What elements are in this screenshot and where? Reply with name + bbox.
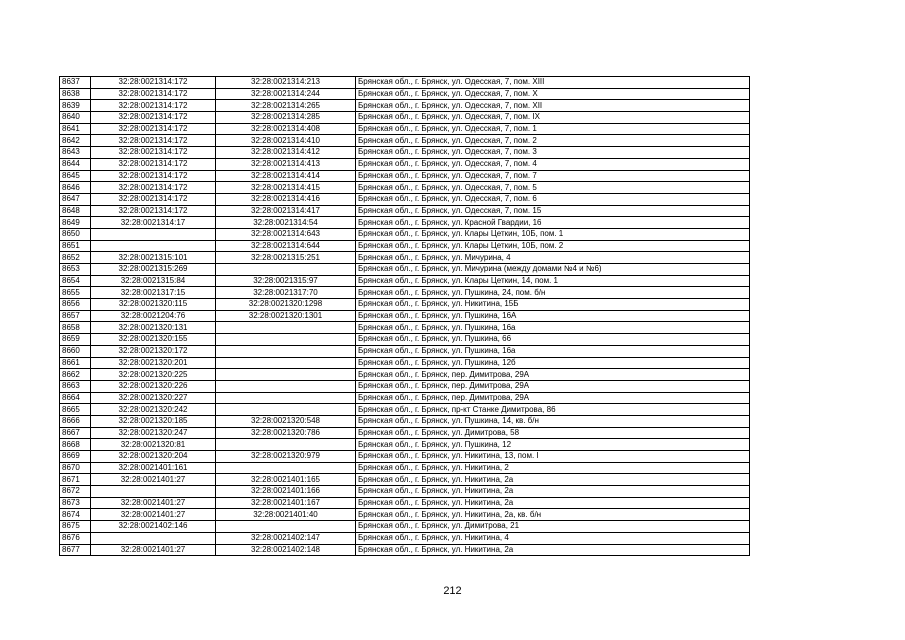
address-cell: Брянская обл., г. Брянск, ул. Никитина, 2а (356, 474, 750, 486)
address-cell: Брянская обл., г. Брянск, пр-кт Станке Димитрова, 86 (356, 404, 750, 416)
cadastral-number-2-cell: 32:28:0021314:54 (216, 217, 356, 229)
cadastral-number-2-cell: 32:28:0021314:414 (216, 170, 356, 182)
table-row (60, 228, 750, 240)
row-number-cell: 8674 (60, 509, 91, 521)
cadastral-number-2-cell (216, 462, 356, 474)
row-number-cell: 8646 (60, 182, 91, 194)
table-row (60, 88, 750, 100)
cadastral-number-cell: 32:28:0021315:269 (91, 264, 216, 276)
cadastral-number-2-cell: 32:28:0021402:147 (216, 532, 356, 544)
row-number-cell: 8662 (60, 369, 91, 381)
cadastral-number-2-cell: 32:28:0021401:166 (216, 486, 356, 498)
address-cell: Брянская обл., г. Брянск, ул. Мичурина, 4 (356, 252, 750, 264)
address-cell: Брянская обл., г. Брянск, ул. Пушкина, 12б (356, 357, 750, 369)
address-cell: Брянская обл., г. Брянск, ул. Одесская, 7, пом. 1 (356, 123, 750, 135)
row-number-cell: 8677 (60, 544, 91, 556)
row-number-cell: 8669 (60, 451, 91, 463)
address-cell: Брянская обл., г. Брянск, ул. Одесская, 7, пом. X (356, 88, 750, 100)
cadastral-number-cell (91, 240, 216, 252)
cadastral-number-cell: 32:28:0021314:172 (91, 170, 216, 182)
table-row (60, 474, 750, 486)
register-table (59, 76, 750, 556)
row-number-cell: 8648 (60, 205, 91, 217)
cadastral-number-cell: 32:28:0021317:15 (91, 287, 216, 299)
address-cell: Брянская обл., г. Брянск, ул. Никитина, 13, пом. I (356, 451, 750, 463)
table-row (60, 345, 750, 357)
address-cell: Брянская обл., г. Брянск, ул. Пушкина, 14, кв. б/н (356, 415, 750, 427)
row-number-cell: 8666 (60, 415, 91, 427)
table-row (60, 532, 750, 544)
cadastral-number-cell: 32:28:0021314:172 (91, 88, 216, 100)
cadastral-number-cell: 32:28:0021320:172 (91, 345, 216, 357)
address-cell: Брянская обл., г. Брянск, ул. Никитина, 2а (356, 544, 750, 556)
cadastral-number-cell: 32:28:0021314:172 (91, 100, 216, 112)
address-cell: Брянская обл., г. Брянск, ул. Одесская, 7, пом. IX (356, 112, 750, 124)
table-row (60, 509, 750, 521)
table-row (60, 100, 750, 112)
cadastral-number-cell: 32:28:0021320:247 (91, 427, 216, 439)
row-number-cell: 8643 (60, 147, 91, 159)
cadastral-number-2-cell (216, 392, 356, 404)
row-number-cell: 8663 (60, 380, 91, 392)
table-row (60, 252, 750, 264)
row-number-cell: 8640 (60, 112, 91, 124)
row-number-cell: 8639 (60, 100, 91, 112)
cadastral-number-2-cell: 32:28:0021315:251 (216, 252, 356, 264)
cadastral-number-2-cell: 32:28:0021317:70 (216, 287, 356, 299)
cadastral-number-cell: 32:28:0021314:172 (91, 147, 216, 159)
address-cell: Брянская обл., г. Брянск, ул. Пушкина, 24, пом. б/н (356, 287, 750, 299)
row-number-cell: 8658 (60, 322, 91, 334)
address-cell: Брянская обл., г. Брянск, ул. Никитина, 2а, кв. б/н (356, 509, 750, 521)
cadastral-number-cell: 32:28:0021315:101 (91, 252, 216, 264)
table-row (60, 334, 750, 346)
table-row (60, 415, 750, 427)
table-row (60, 170, 750, 182)
address-cell: Брянская обл., г. Брянск, ул. Никитина, 2а (356, 486, 750, 498)
cadastral-number-cell: 32:28:0021314:172 (91, 135, 216, 147)
row-number-cell: 8644 (60, 158, 91, 170)
table-row (60, 427, 750, 439)
row-number-cell: 8655 (60, 287, 91, 299)
table-row (60, 357, 750, 369)
cadastral-number-2-cell: 32:28:0021401:165 (216, 474, 356, 486)
cadastral-number-cell: 32:28:0021401:27 (91, 509, 216, 521)
row-number-cell: 8652 (60, 252, 91, 264)
table-row (60, 264, 750, 276)
table-row (60, 123, 750, 135)
table-row (60, 451, 750, 463)
table-row (60, 135, 750, 147)
cadastral-number-cell: 32:28:0021320:115 (91, 299, 216, 311)
address-cell: Брянская обл., г. Брянск, ул. Димитрова, 58 (356, 427, 750, 439)
table-row (60, 287, 750, 299)
page-number: 212 (443, 585, 462, 597)
table-row (60, 322, 750, 334)
cadastral-number-2-cell: 32:28:0021314:417 (216, 205, 356, 217)
address-cell: Брянская обл., г. Брянск, ул. Красной Гвардии, 16 (356, 217, 750, 229)
row-number-cell: 8657 (60, 310, 91, 322)
address-cell: Брянская обл., г. Брянск, ул. Никитина, 2 (356, 462, 750, 474)
row-number-cell: 8637 (60, 77, 91, 89)
table-row (60, 497, 750, 509)
cadastral-number-2-cell: 32:28:0021401:167 (216, 497, 356, 509)
row-number-cell: 8667 (60, 427, 91, 439)
cadastral-number-2-cell: 32:28:0021314:408 (216, 123, 356, 135)
row-number-cell: 8656 (60, 299, 91, 311)
cadastral-number-2-cell: 32:28:0021401:40 (216, 509, 356, 521)
row-number-cell: 8638 (60, 88, 91, 100)
table-row (60, 193, 750, 205)
cadastral-number-2-cell: 32:28:0021320:786 (216, 427, 356, 439)
cadastral-number-2-cell (216, 521, 356, 533)
row-number-cell: 8642 (60, 135, 91, 147)
row-number-cell: 8651 (60, 240, 91, 252)
table-row (60, 158, 750, 170)
cadastral-number-2-cell: 32:28:0021314:413 (216, 158, 356, 170)
cadastral-number-cell: 32:28:0021320:226 (91, 380, 216, 392)
address-cell: Брянская обл., г. Брянск, пер. Димитрова, 29А (356, 369, 750, 381)
cadastral-number-cell: 32:28:0021314:172 (91, 77, 216, 89)
cadastral-number-2-cell: 32:28:0021320:548 (216, 415, 356, 427)
cadastral-number-cell: 32:28:0021401:27 (91, 544, 216, 556)
row-number-cell: 8649 (60, 217, 91, 229)
cadastral-number-2-cell (216, 264, 356, 276)
address-cell: Брянская обл., г. Брянск, ул. Пушкина, 16а (356, 322, 750, 334)
cadastral-number-cell (91, 486, 216, 498)
cadastral-number-2-cell: 32:28:0021314:415 (216, 182, 356, 194)
cadastral-number-cell: 32:28:0021320:225 (91, 369, 216, 381)
cadastral-number-2-cell (216, 345, 356, 357)
cadastral-number-2-cell: 32:28:0021314:265 (216, 100, 356, 112)
table-row (60, 275, 750, 287)
table-row (60, 299, 750, 311)
address-cell: Брянская обл., г. Брянск, ул. Одесская, 7, пом. XII (356, 100, 750, 112)
row-number-cell: 8650 (60, 228, 91, 240)
cadastral-number-2-cell (216, 404, 356, 416)
cadastral-number-cell: 32:28:0021320:201 (91, 357, 216, 369)
address-cell: Брянская обл., г. Брянск, ул. Никитина, 15Б (356, 299, 750, 311)
cadastral-number-cell: 32:28:0021314:172 (91, 193, 216, 205)
table-row (60, 462, 750, 474)
table-row (60, 544, 750, 556)
row-number-cell: 8676 (60, 532, 91, 544)
row-number-cell: 8660 (60, 345, 91, 357)
row-number-cell: 8641 (60, 123, 91, 135)
table-row (60, 147, 750, 159)
table-row (60, 486, 750, 498)
address-cell: Брянская обл., г. Брянск, ул. Клары Цеткин, 10Б, пом. 1 (356, 228, 750, 240)
row-number-cell: 8675 (60, 521, 91, 533)
cadastral-number-cell (91, 532, 216, 544)
cadastral-number-cell: 32:28:0021401:161 (91, 462, 216, 474)
address-cell: Брянская обл., г. Брянск, пер. Димитрова, 29А (356, 392, 750, 404)
cadastral-number-2-cell: 32:28:0021314:412 (216, 147, 356, 159)
cadastral-number-cell: 32:28:0021320:242 (91, 404, 216, 416)
address-cell: Брянская обл., г. Брянск, ул. Одесская, 7, пом. 5 (356, 182, 750, 194)
row-number-cell: 8665 (60, 404, 91, 416)
cadastral-number-cell: 32:28:0021314:172 (91, 205, 216, 217)
cadastral-number-cell: 32:28:0021320:155 (91, 334, 216, 346)
address-cell: Брянская обл., г. Брянск, ул. Одесская, 7, пом. 15 (356, 205, 750, 217)
row-number-cell: 8653 (60, 264, 91, 276)
address-cell: Брянская обл., г. Брянск, ул. Одесская, 7, пом. 2 (356, 135, 750, 147)
row-number-cell: 8668 (60, 439, 91, 451)
cadastral-number-cell: 32:28:0021314:172 (91, 158, 216, 170)
cadastral-number-2-cell (216, 322, 356, 334)
cadastral-number-2-cell: 32:28:0021315:97 (216, 275, 356, 287)
cadastral-number-cell (91, 228, 216, 240)
table-row (60, 380, 750, 392)
table-row (60, 439, 750, 451)
cadastral-number-2-cell: 32:28:0021320:1298 (216, 299, 356, 311)
address-cell: Брянская обл., г. Брянск, ул. Клары Цеткин, 14, пом. 1 (356, 275, 750, 287)
address-cell: Брянская обл., г. Брянск, ул. Никитина, 4 (356, 532, 750, 544)
cadastral-number-cell: 32:28:0021401:27 (91, 497, 216, 509)
cadastral-number-2-cell: 32:28:0021314:213 (216, 77, 356, 89)
cadastral-number-2-cell: 32:28:0021314:244 (216, 88, 356, 100)
address-cell: Брянская обл., г. Брянск, ул. Пушкина, 16а (356, 345, 750, 357)
table-row (60, 404, 750, 416)
cadastral-number-2-cell (216, 380, 356, 392)
table-row (60, 369, 750, 381)
address-cell: Брянская обл., г. Брянск, ул. Мичурина (между домами №4 и №6) (356, 264, 750, 276)
cadastral-number-2-cell: 32:28:0021320:979 (216, 451, 356, 463)
cadastral-number-2-cell: 32:28:0021314:285 (216, 112, 356, 124)
address-cell: Брянская обл., г. Брянск, ул. Пушкина, 12 (356, 439, 750, 451)
table-row (60, 77, 750, 89)
row-number-cell: 8654 (60, 275, 91, 287)
table-row (60, 521, 750, 533)
row-number-cell: 8659 (60, 334, 91, 346)
cadastral-number-cell: 32:28:0021320:204 (91, 451, 216, 463)
cadastral-number-cell: 32:28:0021320:185 (91, 415, 216, 427)
table-row (60, 240, 750, 252)
cadastral-number-2-cell (216, 334, 356, 346)
cadastral-number-2-cell: 32:28:0021314:643 (216, 228, 356, 240)
row-number-cell: 8671 (60, 474, 91, 486)
address-cell: Брянская обл., г. Брянск, ул. Одесская, 7, пом. 7 (356, 170, 750, 182)
cadastral-number-cell: 32:28:0021314:17 (91, 217, 216, 229)
row-number-cell: 8647 (60, 193, 91, 205)
row-number-cell: 8673 (60, 497, 91, 509)
address-cell: Брянская обл., г. Брянск, ул. Пушкина, 66 (356, 334, 750, 346)
table-row (60, 310, 750, 322)
cadastral-number-2-cell: 32:28:0021314:410 (216, 135, 356, 147)
address-cell: Брянская обл., г. Брянск, ул. Никитина, 2а (356, 497, 750, 509)
cadastral-number-2-cell (216, 369, 356, 381)
cadastral-number-2-cell (216, 439, 356, 451)
cadastral-number-cell: 32:28:0021314:172 (91, 123, 216, 135)
table-row (60, 217, 750, 229)
cadastral-number-cell: 32:28:0021315:84 (91, 275, 216, 287)
cadastral-number-2-cell: 32:28:0021402:148 (216, 544, 356, 556)
cadastral-number-cell: 32:28:0021320:81 (91, 439, 216, 451)
address-cell: Брянская обл., г. Брянск, ул. Одесская, 7, пом. XIII (356, 77, 750, 89)
row-number-cell: 8672 (60, 486, 91, 498)
table-row (60, 392, 750, 404)
address-cell: Брянская обл., г. Брянск, ул. Клары Цеткин, 10Б, пом. 2 (356, 240, 750, 252)
address-cell: Брянская обл., г. Брянск, ул. Одесская, 7, пом. 3 (356, 147, 750, 159)
cadastral-number-cell: 32:28:0021314:172 (91, 112, 216, 124)
address-cell: Брянская обл., г. Брянск, ул. Пушкина, 16А (356, 310, 750, 322)
cadastral-number-cell: 32:28:0021402:146 (91, 521, 216, 533)
row-number-cell: 8645 (60, 170, 91, 182)
register-body (60, 77, 750, 556)
cadastral-number-2-cell (216, 357, 356, 369)
table-row (60, 182, 750, 194)
cadastral-number-cell: 32:28:0021320:227 (91, 392, 216, 404)
table-row (60, 205, 750, 217)
address-cell: Брянская обл., г. Брянск, ул. Одесская, 7, пом. 4 (356, 158, 750, 170)
table-row (60, 112, 750, 124)
cadastral-number-2-cell: 32:28:0021314:416 (216, 193, 356, 205)
row-number-cell: 8670 (60, 462, 91, 474)
cadastral-number-cell: 32:28:0021314:172 (91, 182, 216, 194)
cadastral-number-cell: 32:28:0021320:131 (91, 322, 216, 334)
cadastral-number-2-cell: 32:28:0021320:1301 (216, 310, 356, 322)
cadastral-number-cell: 32:28:0021401:27 (91, 474, 216, 486)
cadastral-number-2-cell: 32:28:0021314:644 (216, 240, 356, 252)
address-cell: Брянская обл., г. Брянск, ул. Одесская, 7, пом. 6 (356, 193, 750, 205)
row-number-cell: 8664 (60, 392, 91, 404)
row-number-cell: 8661 (60, 357, 91, 369)
cadastral-number-cell: 32:28:0021204:76 (91, 310, 216, 322)
address-cell: Брянская обл., г. Брянск, пер. Димитрова, 29А (356, 380, 750, 392)
address-cell: Брянская обл., г. Брянск, ул. Димитрова, 21 (356, 521, 750, 533)
